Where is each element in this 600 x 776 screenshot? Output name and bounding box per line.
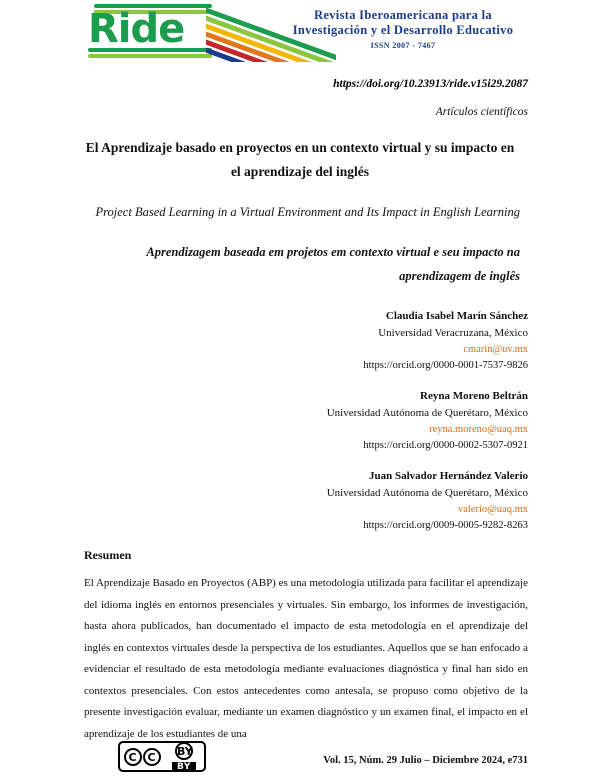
title-block [0,136,600,288]
title-english: Project Based Learning in a Virtual Environment and Its Impact in English Learning [95,205,520,219]
ride-logo-text: Ride [88,6,185,52]
cc-logo-circles [120,743,164,770]
section-label: Artículos científicos [435,106,528,118]
journal-title-line2: Investigación y el Desarrollo Educativo [292,23,514,37]
doi-link[interactable]: https://doi.org/10.23913/ride.v15i29.2087 [333,78,528,90]
author-email[interactable]: cmarin@uv.mx [463,344,528,355]
journal-issn: ISSN 2007 - 7467 [370,41,436,50]
abstract-text: El Aprendizaje Basado en Proyectos (ABP) es una metodología utilizada para facilitar el aprendizaje del idioma inglés en entornos presenciales y virtuales. Sin embargo, los informes de investigación, hasta ahora publicados, han documentado el impacto de esta metodología en el aprendizaje del inglés en contextos virtuales desde la perspectiva de los estudiantes. Aquellos que se han enfocado a evidenciar el resultado de esta metodología mediante evaluaciones diagnóstica y final han sido en contextos presenciales. Con estos antecedentes como antesala, se propuso como objetivo de la presente investigación evaluar, mediante un examen diagnóstico y un examen final, el impacto en el aprendizaje de los estudiantes de una [84,577,528,740]
cc-circle-c: C [124,748,142,766]
author-orcid[interactable]: https://orcid.org/0000-0001-7537-9826 [363,360,528,371]
author-name: Reyna Moreno Beltrán [420,390,528,402]
journal-title-line1: Revista Iberoamericana para la [314,8,492,22]
author-entry [0,468,528,534]
masthead-inner [88,2,518,64]
abstract-section [0,548,600,745]
page-footer [0,728,600,776]
journal-masthead [0,0,600,66]
cc-by-label: BY [172,762,196,772]
cc-by-block [164,743,204,770]
author-email[interactable]: valerio@uaq.mx [457,504,528,515]
cc-person-icon: BY [175,742,193,760]
creative-commons-license-icon[interactable] [118,741,206,772]
journal-title-block [288,8,518,50]
title-portuguese: Aprendizagem baseada em projetos em contexto virtual e seu impacto na aprendizagem de inglês [146,245,520,283]
author-orcid[interactable]: https://orcid.org/0009-0005-9282-8263 [363,520,528,531]
ride-logo [88,4,213,56]
author-affiliation: Universidad Veracruzana, México [378,327,528,339]
author-list [0,308,600,534]
author-orcid[interactable]: https://orcid.org/0000-0002-5307-0921 [363,440,528,451]
title-spanish: El Aprendizaje basado en proyectos en un contexto virtual y su impacto en el aprendizaje del inglés [85,140,515,179]
issue-citation: Vol. 15, Núm. 29 Julio – Diciembre 2024, e731 [323,755,528,766]
author-affiliation: Universidad Autónoma de Querétaro, México [326,487,528,499]
author-email[interactable]: reyna.moreno@uaq.mx [429,424,528,435]
author-name: Claudia Isabel Marín Sánchez [385,310,528,322]
author-affiliation: Universidad Autónoma de Querétaro, México [326,407,528,419]
author-entry [0,308,528,374]
cc-circle-c2: C [143,748,161,766]
author-name: Juan Salvador Hernández Valerio [368,470,528,482]
logo-bar-bottom-lime [88,54,212,58]
abstract-heading: Resumen [84,548,132,562]
author-entry [0,388,528,454]
